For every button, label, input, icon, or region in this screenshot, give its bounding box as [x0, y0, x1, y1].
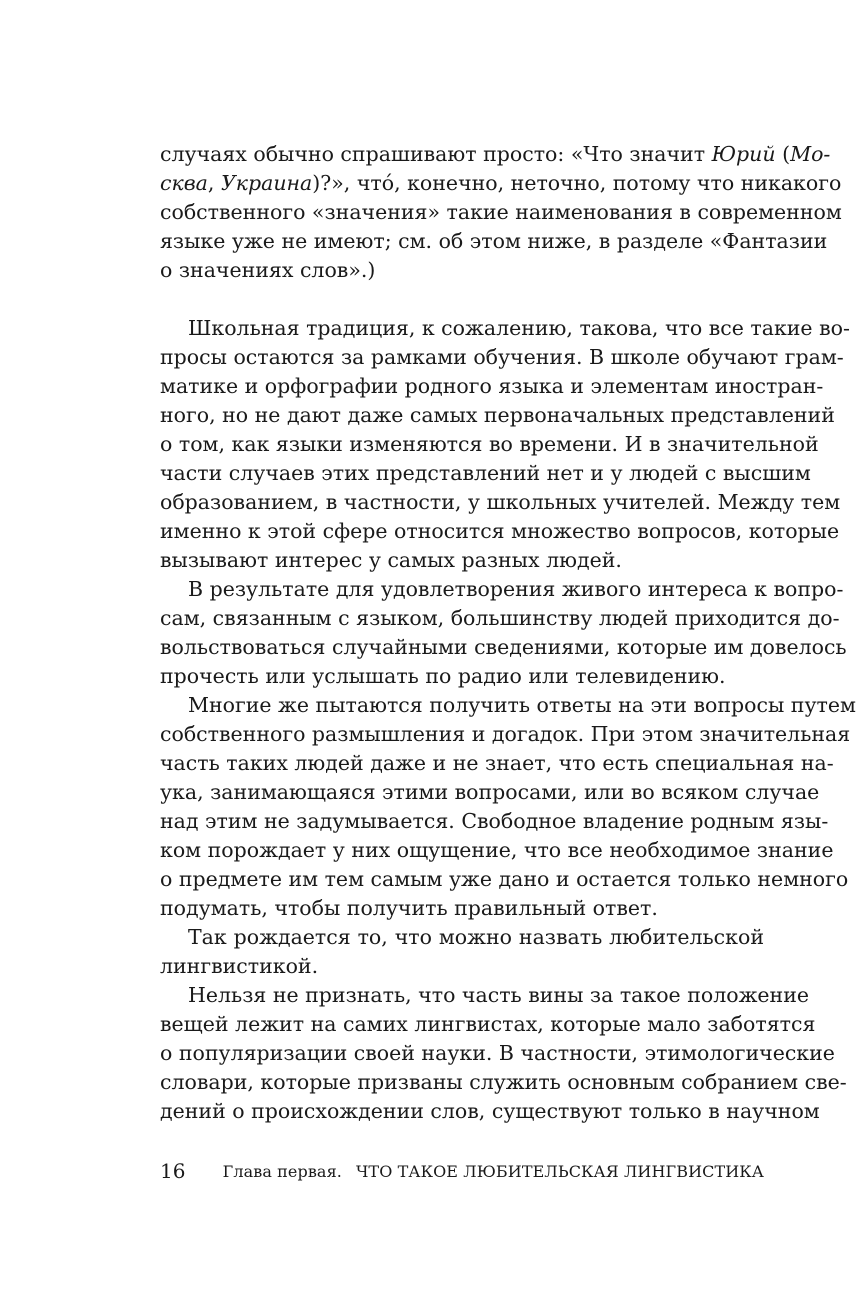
- running-head: [223, 1162, 764, 1181]
- page-footer: [160, 1157, 764, 1185]
- paragraph-1: [160, 140, 842, 285]
- text-line: часть таких людей даже и не знает, что есть специальная на-: [160, 751, 834, 775]
- text-line: [160, 169, 842, 198]
- text-line: ком порождает у них ощущение, что все необходимое знание: [160, 838, 834, 862]
- line-end: )?», чтó, конечно, неточно, потому что никакого: [312, 171, 842, 195]
- text-line: подумать, чтобы получить правильный ответ.: [160, 896, 658, 920]
- line-start: случаях обычно спрашивают просто: «Что значит: [160, 142, 712, 166]
- italic-word: Украина: [220, 171, 313, 195]
- text-line: над этим не задумывается. Свободное владение родным язы-: [160, 809, 829, 833]
- text-line: лингвистикой.: [160, 954, 319, 978]
- text-line: словари, которые призваны служить основным собранием све-: [160, 1070, 847, 1094]
- text-line: собственного «значения» такие наименования в современном: [160, 200, 842, 224]
- text-line: о значениях слов».): [160, 258, 376, 282]
- line-end: (: [775, 142, 791, 166]
- chapter-title: ЧТО ТАКОЕ ЛЮБИТЕЛЬСКАЯ ЛИНГВИСТИКА: [355, 1161, 764, 1181]
- text-line: Школьная традиция, к сожалению, такова, что все такие во-: [188, 316, 850, 340]
- text-line: В результате для удовлетворения живого интереса к вопро-: [188, 577, 844, 601]
- text-line: просы остаются за рамками обучения. В школе обучают грам-: [160, 345, 844, 369]
- italic-word: сква: [160, 171, 208, 195]
- italic-word: Мо-: [790, 142, 831, 166]
- paragraph-5: [160, 923, 764, 981]
- paragraph-3: [160, 575, 847, 691]
- page-number: 16: [160, 1159, 186, 1183]
- italic-word: Юрий: [711, 142, 776, 166]
- text-line: дений о происхождении слов, существуют только в научном: [160, 1099, 820, 1123]
- text-line: Многие же пытаются получить ответы на эти вопросы путем: [188, 693, 856, 717]
- text-line: ука, занимающаяся этими вопросами, или во всяком случае: [160, 780, 820, 804]
- text-line: о предмете им тем самым уже дано и остается только немного: [160, 867, 849, 891]
- text-line: о том, как языки изменяются во времени. И в значительной: [160, 432, 819, 456]
- text-line: Так рождается то, что можно назвать любительской: [188, 925, 764, 949]
- text-line: прочесть или услышать по радио или телевидению.: [160, 664, 726, 688]
- text-line: части случаев этих представлений нет и у людей с высшим: [160, 461, 811, 485]
- text-line: вещей лежит на самих лингвистах, которые мало заботятся: [160, 1012, 816, 1036]
- text-line: собственного размышления и догадок. При этом значительная: [160, 722, 851, 746]
- text-line: вольствоваться случайными сведениями, которые им довелось: [160, 635, 847, 659]
- text-line: матике и орфографии родного языка и элементам иностран-: [160, 374, 824, 398]
- text-line: именно к этой сфере относится множество вопросов, которые: [160, 519, 840, 543]
- text-line: языке уже не имеют; см. об этом ниже, в разделе «Фантазии: [160, 229, 828, 253]
- text-line: ного, но не дают даже самых первоначальных представлений: [160, 403, 835, 427]
- text-line: сам, связанным с языком, большинству людей приходится до-: [160, 606, 840, 630]
- main-text: [160, 314, 856, 1126]
- chapter-label: Глава первая.: [222, 1161, 342, 1181]
- line-mid: ,: [207, 171, 221, 195]
- paragraph-4: [160, 691, 856, 923]
- text-line: вызывают интерес у самых разных людей.: [160, 548, 622, 572]
- paragraph-6: [160, 981, 847, 1126]
- paragraph-2: [160, 314, 850, 575]
- text-line: [160, 140, 831, 169]
- text-line: образованием, в частности, у школьных учителей. Между тем: [160, 490, 841, 514]
- text-line: о популяризации своей науки. В частности, этимологические: [160, 1041, 835, 1065]
- text-line: Нельзя не признать, что часть вины за такое положение: [188, 983, 810, 1007]
